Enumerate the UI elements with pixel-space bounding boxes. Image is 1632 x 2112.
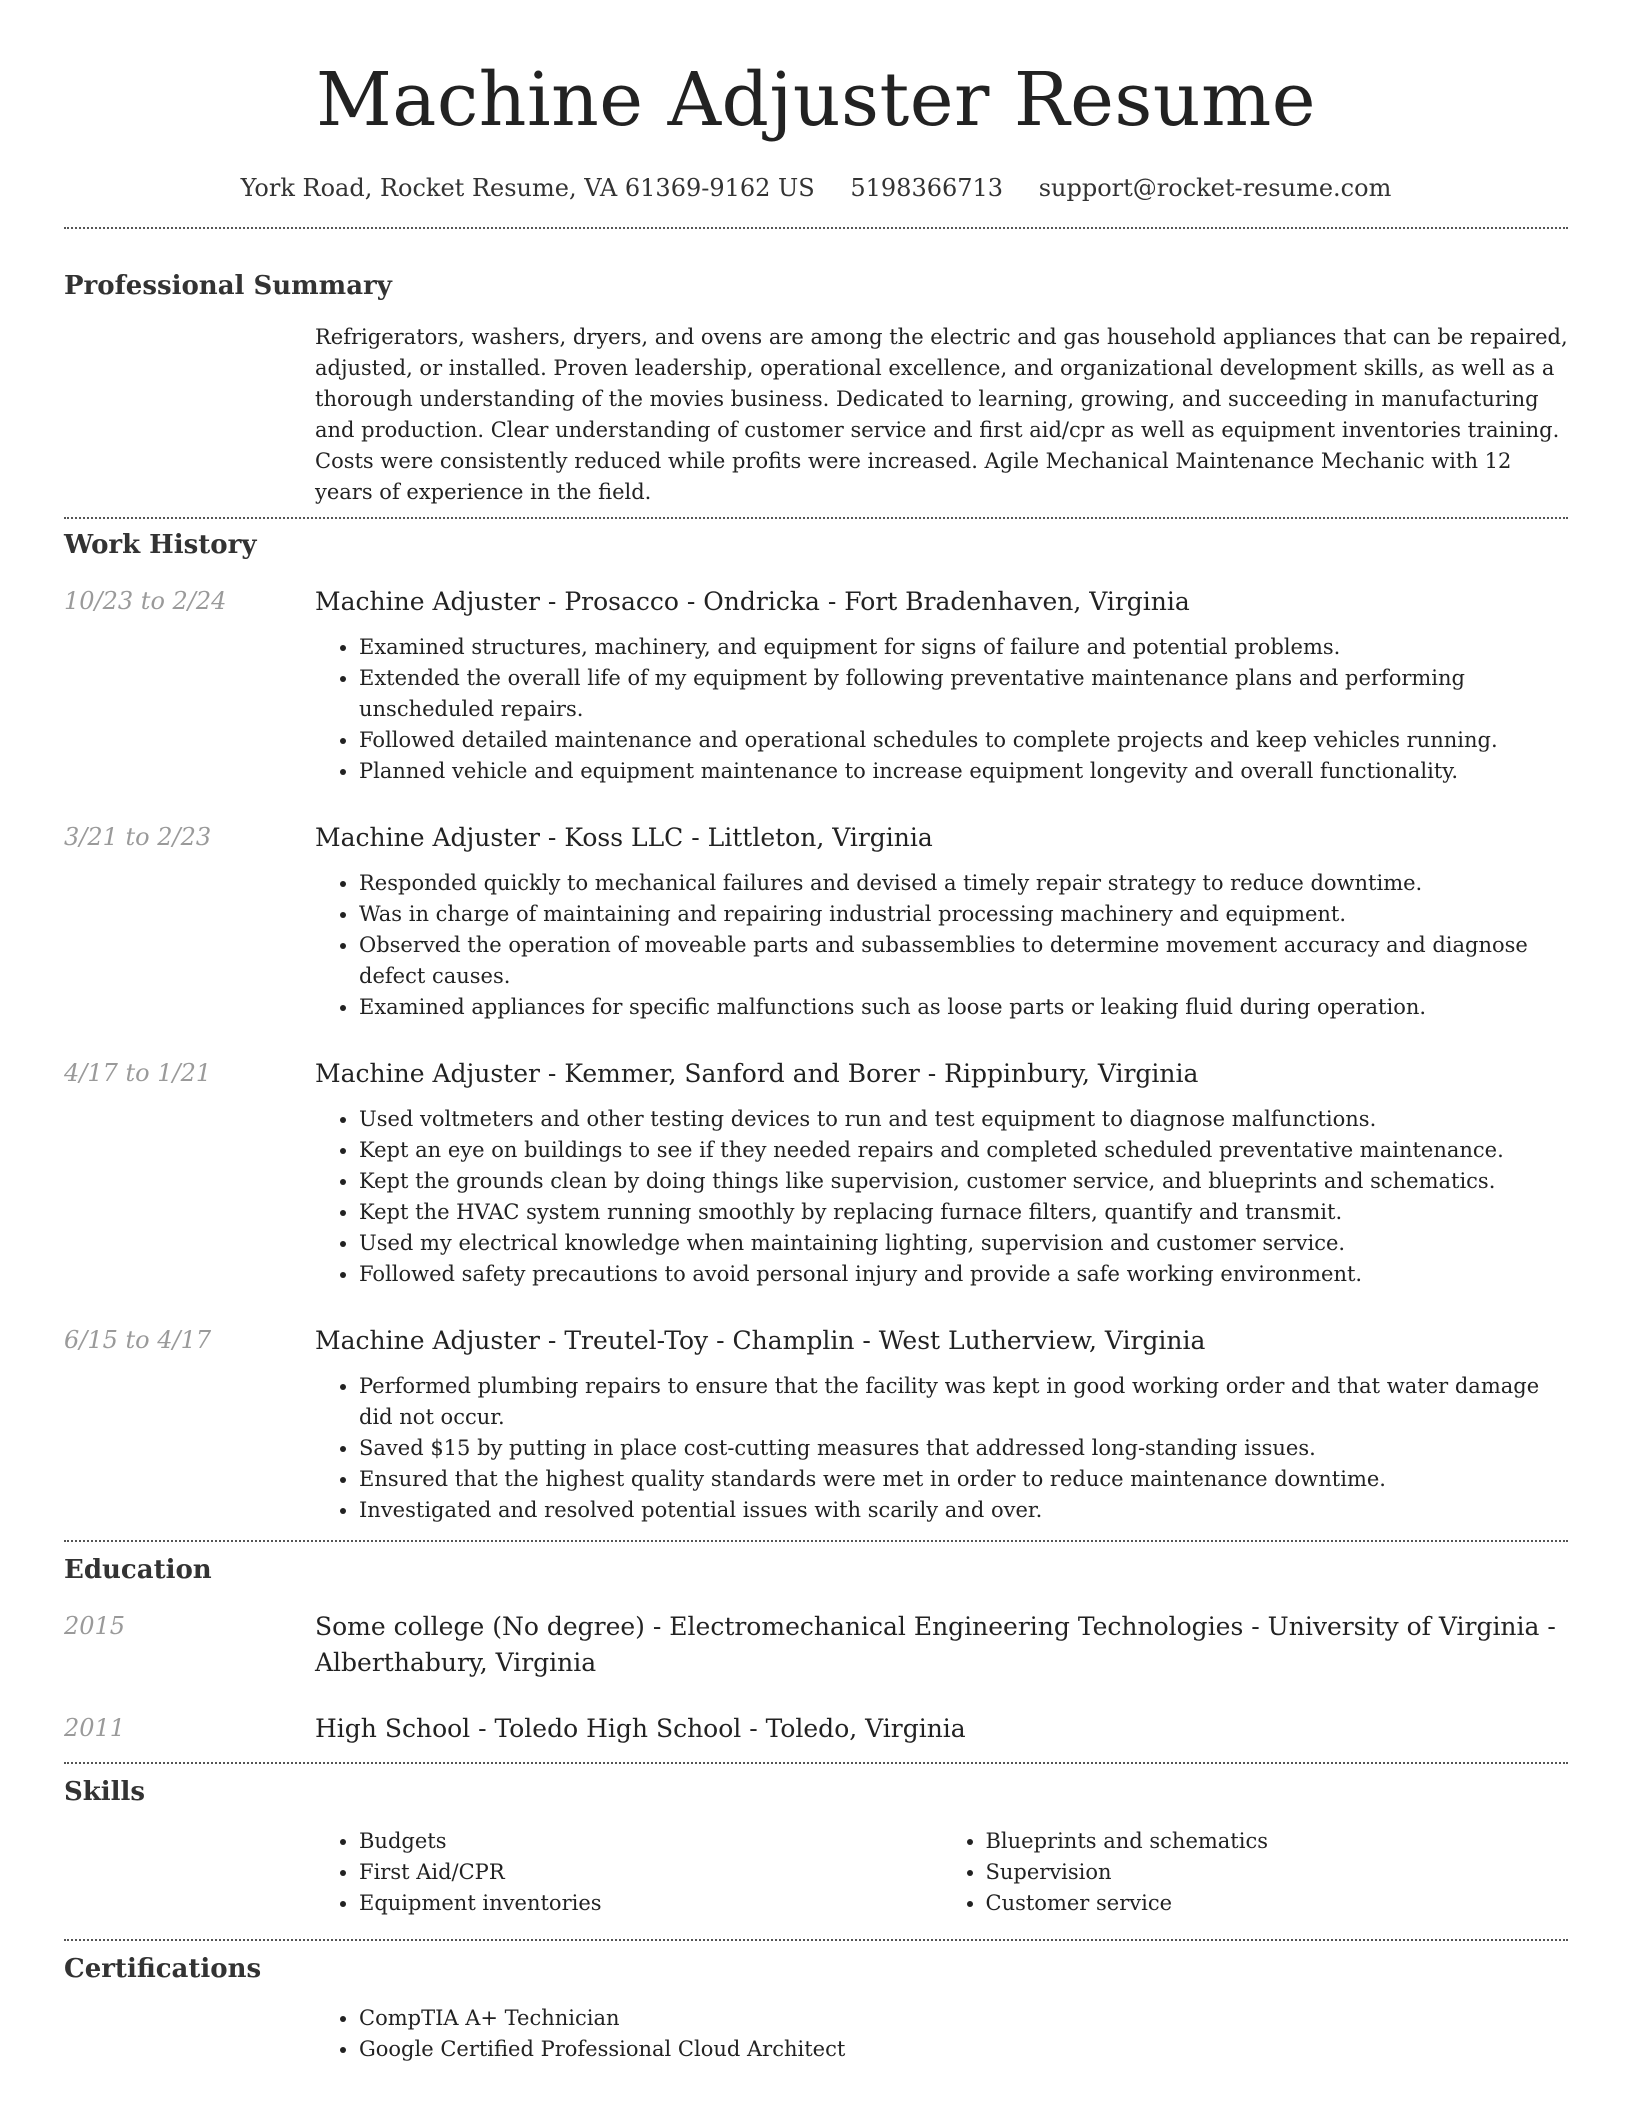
job-bullet: • Examined structures, machinery, and equipment for signs of failure and potential problems.: [359, 632, 1568, 663]
skills-heading: Skills: [64, 1777, 146, 1807]
job-bullet: • Followed safety precautions to avoid personal injury and provide a safe working environment.: [359, 1259, 1568, 1290]
education-text: High School - Toledo High School - Toledo, Virginia: [315, 1714, 966, 1743]
skills-list-left: [315, 1826, 942, 1919]
job-bullets: [315, 1371, 1568, 1526]
job-bullet: • Used voltmeters and other testing devices to run and test equipment to diagnose malfunctions.: [359, 1104, 1568, 1135]
skills-grid: [315, 1826, 1568, 1919]
job-title: Machine Adjuster - Treutel-Toy - Champlin - West Lutherview, Virginia: [315, 1326, 1206, 1355]
job-bullet: • Ensured that the highest quality standards were met in order to reduce maintenance downtime.: [359, 1464, 1568, 1495]
education-year: 2011: [64, 1714, 126, 1742]
certifications-list: [315, 2003, 1568, 2065]
education-entry: [64, 1711, 1568, 1747]
job-bullet: • Responded quickly to mechanical failures and devised a timely repair strategy to reduce downtime.: [359, 868, 1568, 899]
job-entry: [64, 820, 1568, 1023]
section-divider: [64, 1762, 1568, 1764]
work-history-heading: Work History: [64, 530, 257, 560]
section-divider: [64, 517, 1568, 519]
skills-section: [64, 1775, 1568, 1919]
certification-item: • CompTIA A+ Technician: [359, 2003, 1568, 2034]
contact-line: [64, 172, 1568, 204]
skill-item: • Blueprints and schematics: [986, 1826, 1569, 1857]
contact-email: support@rocket-resume.com: [1038, 174, 1392, 202]
job-bullets: [315, 632, 1568, 787]
summary-text: Refrigerators, washers, dryers, and ovens are among the electric and gas household appliances that can be repaired, adjusted, or installed. Proven leadership, operational excellence, and organizational development skills, as well as a thorough understanding of the movies business. Dedicated to learning, growing, and succeeding in manufacturing and production. Clear understanding of customer service and first aid/cpr as well as equipment inventories training. Costs were consistently reduced while profits were increased. Agile Mechanical Maintenance Mechanic with 12 years of experience in the field.: [315, 325, 1568, 504]
job-bullet: • Followed detailed maintenance and operational schedules to complete projects and keep vehicles running.: [359, 725, 1568, 756]
education-heading: Education: [64, 1555, 212, 1585]
job-entry: [64, 1323, 1568, 1526]
contact-phone: 5198366713: [850, 174, 1004, 202]
skills-list-right: [942, 1826, 1569, 1919]
job-entry: [64, 1056, 1568, 1290]
job-dates: 3/21 to 2/23: [64, 823, 212, 851]
skill-item: • Supervision: [986, 1857, 1569, 1888]
job-bullet: • Extended the overall life of my equipment by following preventative maintenance plans and performing unscheduled repairs.: [359, 663, 1568, 725]
job-bullet: • Saved $15 by putting in place cost-cutting measures that addressed long-standing issues.: [359, 1433, 1568, 1464]
resume-title: Machine Adjuster Resume: [315, 57, 1317, 143]
job-bullet: • Kept the grounds clean by doing things like supervision, customer service, and blueprints and schematics.: [359, 1166, 1568, 1197]
job-dates: 4/17 to 1/21: [64, 1059, 212, 1087]
job-bullets: [315, 868, 1568, 1023]
certifications-section: [64, 1952, 1568, 2065]
summary-section: [64, 269, 1568, 508]
job-bullet: • Observed the operation of moveable parts and subassemblies to determine movement accuracy and diagnose defect causes.: [359, 930, 1568, 992]
resume-page: [64, 0, 1568, 2065]
contact-address: York Road, Rocket Resume, VA 61369-9162 US: [240, 174, 815, 202]
job-bullet: • Planned vehicle and equipment maintenance to increase equipment longevity and overall functionality.: [359, 756, 1568, 787]
education-year: 2015: [64, 1612, 126, 1640]
job-bullets: [315, 1104, 1568, 1290]
job-bullet: • Used my electrical knowledge when maintaining lighting, supervision and customer service.: [359, 1228, 1568, 1259]
job-bullet: • Kept the HVAC system running smoothly by replacing furnace filters, quantify and transmit.: [359, 1197, 1568, 1228]
section-divider: [64, 227, 1568, 229]
work-history-section: [64, 528, 1568, 1526]
skill-item: • Customer service: [986, 1888, 1569, 1919]
job-bullet: • Examined appliances for specific malfunctions such as loose parts or leaking fluid during operation.: [359, 992, 1568, 1023]
job-entry: [64, 584, 1568, 787]
job-dates: 10/23 to 2/24: [64, 587, 227, 615]
skill-item: • Equipment inventories: [359, 1888, 942, 1919]
job-bullet: • Investigated and resolved potential issues with scarily and over.: [359, 1495, 1568, 1526]
job-title: Machine Adjuster - Koss LLC - Littleton, Virginia: [315, 823, 933, 852]
certifications-heading: Certifications: [64, 1954, 262, 1984]
job-bullet: • Performed plumbing repairs to ensure that the facility was kept in good working order and that water damage did not occur.: [359, 1371, 1568, 1433]
job-title: Machine Adjuster - Kemmer, Sanford and Borer - Rippinbury, Virginia: [315, 1059, 1199, 1088]
section-divider: [64, 1540, 1568, 1542]
job-bullet: • Kept an eye on buildings to see if they needed repairs and completed scheduled preventative maintenance.: [359, 1135, 1568, 1166]
summary-heading: Professional Summary: [64, 271, 392, 301]
education-entry: [64, 1609, 1568, 1681]
education-text: Some college (No degree) - Electromechanical Engineering Technologies - University of Virginia - Alberthabury, Virginia: [315, 1612, 1556, 1677]
section-divider: [64, 1939, 1568, 1941]
skill-item: • Budgets: [359, 1826, 942, 1857]
job-bullet: • Was in charge of maintaining and repairing industrial processing machinery and equipment.: [359, 899, 1568, 930]
skill-item: • First Aid/CPR: [359, 1857, 942, 1888]
job-title: Machine Adjuster - Prosacco - Ondricka - Fort Bradenhaven, Virginia: [315, 587, 1190, 616]
certification-item: • Google Certified Professional Cloud Architect: [359, 2034, 1568, 2065]
education-section: [64, 1553, 1568, 1747]
job-dates: 6/15 to 4/17: [64, 1326, 212, 1354]
